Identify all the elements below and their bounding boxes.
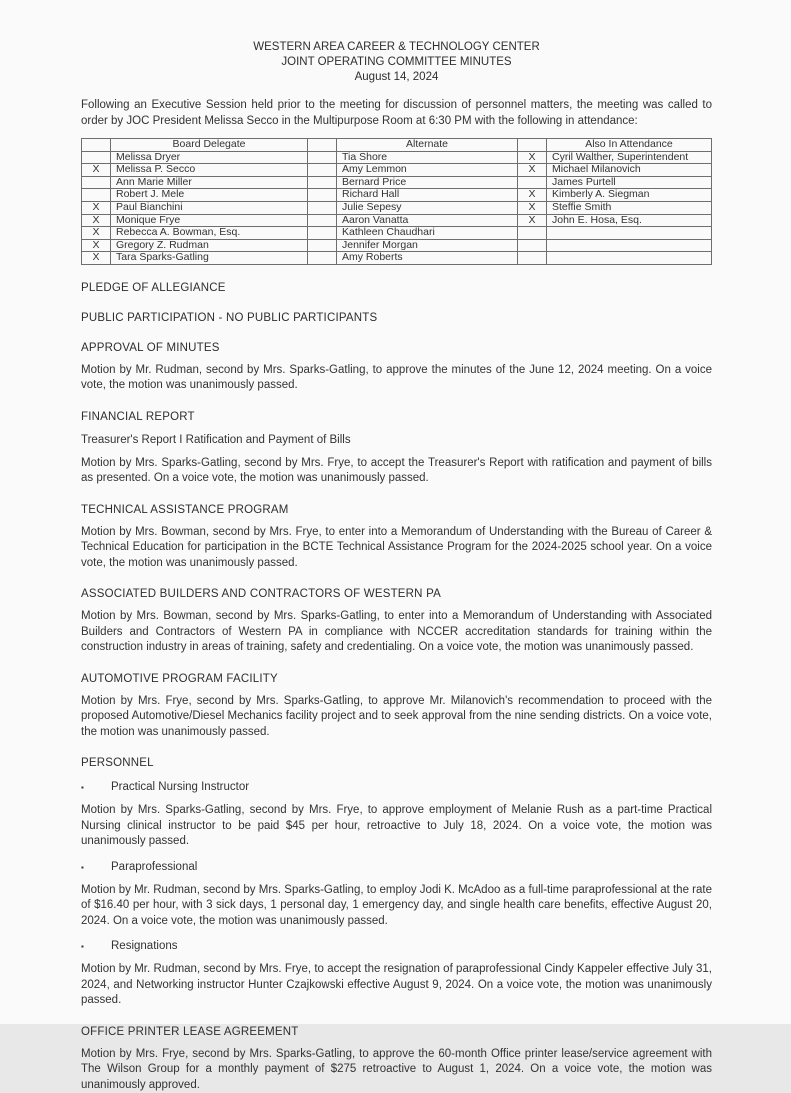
column-header-also-in-attendance: Also In Attendance: [547, 139, 712, 152]
delegate-name: Monique Frye: [111, 214, 308, 227]
motion-paragraph: Motion by Mrs. Sparks-Gatling, second by Mrs. Frye, to accept the Treasurer's Report with ratification and payment of bills as presented. On a voice vote, the motion was unanimously passed.: [81, 456, 712, 485]
header-check-cell: [518, 139, 547, 152]
delegate-check: X: [82, 164, 111, 177]
section-heading-financial-report: FINANCIAL REPORT: [81, 410, 195, 423]
table-row: [82, 252, 712, 265]
also-name: [547, 227, 712, 240]
alternate-name: Kathleen Chaudhari: [337, 227, 518, 240]
also-name: Michael Milanovich: [547, 164, 712, 177]
also-check: X: [518, 164, 547, 177]
alternate-check: [308, 214, 337, 227]
delegate-name: Paul Bianchini: [111, 201, 308, 214]
alternate-name: Amy Roberts: [337, 252, 518, 265]
bullet-item-paraprofessional: [81, 860, 712, 875]
section-heading-automotive-facility: AUTOMOTIVE PROGRAM FACILITY: [81, 672, 278, 685]
table-row: [82, 227, 712, 240]
motion-paragraph: Motion by Mr. Rudman, second by Mrs. Sparks-Gatling, to approve the minutes of the June 12, 2024 meeting. On a voice vote, the motion was unanimously passed.: [81, 363, 712, 392]
delegate-name: Robert J. Mele: [111, 189, 308, 202]
alternate-check: [308, 176, 337, 189]
section-heading-office-printer-lease: OFFICE PRINTER LEASE AGREEMENT: [81, 1025, 299, 1038]
also-name: Kimberly A. Siegman: [547, 189, 712, 202]
alternate-check: [308, 164, 337, 177]
motion-paragraph: Motion by Mr. Rudman, second by Mrs. Sparks-Gatling, to employ Jodi K. McAdoo as a full-time paraprofessional at the rate of $16.40 per hour, with 3 sick days, 1 personal day, 1 emergency day, and single health care benefits, effective August 20, 2024. On a voice vote, the motion was unanimously passed.: [81, 883, 712, 927]
also-check: [518, 239, 547, 252]
table-row: [82, 151, 712, 164]
also-check: [518, 252, 547, 265]
delegate-name: Ann Marie Miller: [111, 176, 308, 189]
bullet-item-practical-nursing: [81, 780, 712, 795]
delegate-check: X: [82, 239, 111, 252]
section-heading-approval-of-minutes: APPROVAL OF MINUTES: [81, 341, 220, 354]
delegate-check: [82, 176, 111, 189]
section-heading-personnel: PERSONNEL: [81, 757, 154, 770]
also-check: X: [518, 201, 547, 214]
also-name: [547, 252, 712, 265]
section-heading-public-participation: PUBLIC PARTICIPATION - NO PUBLIC PARTICIPANTS: [81, 311, 378, 324]
motion-paragraph: Motion by Mrs. Frye, second by Mrs. Sparks-Gatling, to approve the 60-month Office printer lease/service agreement with The Wilson Group for a monthly payment of $275 retroactive to August 1, 2024. On a voice vote, the motion was unanimously approved.: [81, 1047, 712, 1091]
motion-paragraph: Motion by Mrs. Frye, second by Mrs. Sparks-Gatling, to approve Mr. Milanovich's recommendation to proceed with the proposed Automotive/Diesel Mechanics facility project and to seek approval from the nine sending districts. On a voice vote, the motion was unanimously passed.: [81, 694, 712, 738]
alternate-name: Aaron Vanatta: [337, 214, 518, 227]
motion-paragraph: Motion by Mrs. Sparks-Gatling, second by Mrs. Frye, to approve employment of Melanie Rush as a part-time Practical Nursing clinical instructor to be paid $45 per hour, retroactive to July 18, 2024. On a voice vote, the motion was unanimously passed.: [81, 804, 712, 848]
attendance-header-row: [82, 139, 712, 152]
alternate-name: Amy Lemmon: [337, 164, 518, 177]
delegate-check: X: [82, 214, 111, 227]
motion-paragraph: Motion by Mr. Rudman, second by Mrs. Frye, to accept the resignation of paraprofessional Cindy Kappeler effective July 31, 2024, and Networking instructor Hunter Czajkowski effective August 9, 2024. On a voice vote, the motion was unanimously passed.: [81, 963, 712, 1007]
delegate-check: [82, 189, 111, 202]
alternate-check: [308, 151, 337, 164]
table-row: [82, 214, 712, 227]
also-name: [547, 239, 712, 252]
treasurers-report-subheading: Treasurer's Report I Ratification and Payment of Bills: [81, 433, 351, 446]
bullet-icon: ▪: [81, 783, 84, 793]
delegate-name: Rebecca A. Bowman, Esq.: [111, 227, 308, 240]
also-name: James Purtell: [547, 176, 712, 189]
also-check: X: [518, 151, 547, 164]
delegate-check: [82, 151, 111, 164]
column-header-board-delegate: Board Delegate: [111, 139, 308, 152]
alternate-check: [308, 252, 337, 265]
alternate-name: Jennifer Morgan: [337, 239, 518, 252]
also-check: X: [518, 189, 547, 202]
delegate-check: X: [82, 252, 111, 265]
column-header-alternate: Alternate: [337, 139, 518, 152]
delegate-name: Melissa P. Secco: [111, 164, 308, 177]
delegate-name: Tara Sparks-Gatling: [111, 252, 308, 265]
delegate-name: Gregory Z. Rudman: [111, 239, 308, 252]
alternate-name: Tia Shore: [337, 151, 518, 164]
bullet-label: Resignations: [111, 940, 178, 953]
document-title: JOINT OPERATING COMMITTEE MINUTES: [281, 56, 512, 68]
document-header: [81, 40, 712, 85]
meeting-date: August 14, 2024: [354, 71, 439, 83]
also-check: X: [518, 214, 547, 227]
bullet-label: Practical Nursing Instructor: [111, 781, 250, 794]
alternate-check: [308, 189, 337, 202]
attendance-table: [81, 138, 712, 265]
intro-paragraph: Following an Executive Session held prior to the meeting for discussion of personnel matters, the meeting was called to order by JOC President Melissa Secco in the Multipurpose Room at 6:30 PM with the following in attendance:: [81, 99, 712, 127]
also-name: John E. Hosa, Esq.: [547, 214, 712, 227]
also-name: Steffie Smith: [547, 201, 712, 214]
alternate-name: Bernard Price: [337, 176, 518, 189]
also-check: [518, 227, 547, 240]
delegate-name: Melissa Dryer: [111, 151, 308, 164]
motion-paragraph: Motion by Mrs. Bowman, second by Mrs. Sparks-Gatling, to enter into a Memorandum of Understanding with Associated Builders and Contractors of Western PA in compliance with NCCER accreditation standards for training within the construction industry in areas of training, safety and credentialing. On a voice vote, the motion was unanimously passed.: [81, 610, 712, 654]
header-check-cell: [308, 139, 337, 152]
section-heading-technical-assistance: TECHNICAL ASSISTANCE PROGRAM: [81, 503, 289, 516]
alternate-check: [308, 201, 337, 214]
alternate-name: Richard Hall: [337, 189, 518, 202]
also-name: Cyril Walther, Superintendent: [547, 151, 712, 164]
bullet-label: Paraprofessional: [111, 860, 198, 873]
motion-paragraph: Motion by Mrs. Bowman, second by Mrs. Frye, to enter into a Memorandum of Understanding with the Bureau of Career & Technical Education for participation in the BCTE Technical Assistance Program for the 2024-2025 school year. On a voice vote, the motion was unanimously passed.: [81, 525, 712, 569]
alternate-check: [308, 239, 337, 252]
alternate-name: Julie Sepesy: [337, 201, 518, 214]
section-heading-pledge: PLEDGE OF ALLEGIANCE: [81, 281, 226, 294]
table-row: [82, 201, 712, 214]
bullet-icon: ▪: [81, 942, 84, 952]
table-row: [82, 176, 712, 189]
table-row: [82, 164, 712, 177]
bullet-item-resignations: [81, 939, 712, 954]
delegate-check: X: [82, 201, 111, 214]
delegate-check: X: [82, 227, 111, 240]
table-row: [82, 189, 712, 202]
alternate-check: [308, 227, 337, 240]
bullet-icon: ▪: [81, 862, 84, 872]
section-heading-associated-builders: ASSOCIATED BUILDERS AND CONTRACTORS OF WESTERN PA: [81, 588, 441, 601]
org-title: WESTERN AREA CAREER & TECHNOLOGY CENTER: [253, 41, 540, 53]
also-check: [518, 176, 547, 189]
table-row: [82, 239, 712, 252]
header-check-cell: [82, 139, 111, 152]
